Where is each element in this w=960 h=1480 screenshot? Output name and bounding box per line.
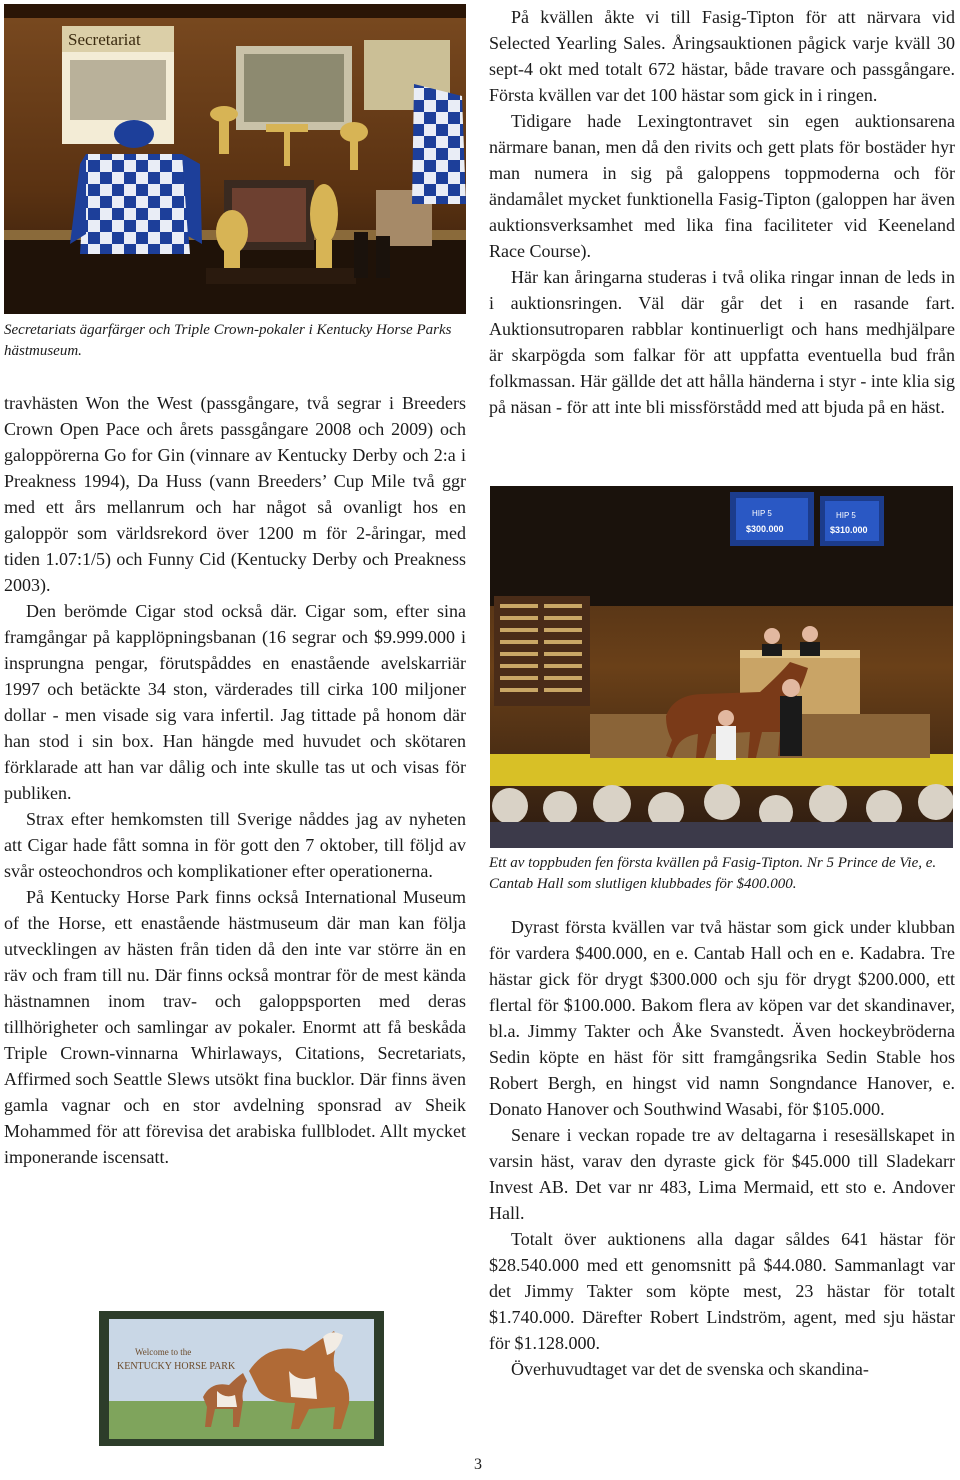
right-paragraph-4: Dyrast första kvällen var två hästar som gick under klubban för vardera $400.000, en e. Cantab Hall och en e. Kadabra. Tre hästar gick för drygt $300.000 och sju för drygt $200.000, ett flertal för $100.000. Bakom flera av köpen var det skandinaver, bl.a. Jimmy Takter och Åke Svanstedt. Även hockeybröderna Sedin köpte en häst för sitt framgångsrika Sedin Stable hos Robert Bergh, en hingst vid namn Songndance Hanover, e. Donato Hanover och Southwind Wasabi, för $105.000.	[489, 917, 955, 1119]
horse-park-sign-line1: Welcome to the	[135, 1347, 192, 1357]
secretariat-sign-text: Secretariat	[68, 30, 141, 49]
scoreboard-left-line2: $300.000	[746, 524, 784, 534]
right-paragraph-1: På kvällen åkte vi till Fasig-Tipton för att närvara vid Selected Yearling Sales. Åringsauktionen pågick varje kväll 30 sept-4 okt med totalt 672 hästar, både travare och passgångare. Första kvällen var det 100 hästar som gick in i ringen.	[489, 7, 955, 105]
left-text-column	[4, 390, 466, 1170]
page-number: 3	[474, 1456, 482, 1473]
auction-ring-image	[490, 486, 953, 848]
right-paragraph-3: Här kan åringarna studeras i två olika ringar innan de leds in i auktionsringen. Väl där går det i en rasande fart. Auktionsutroparen rabblar kontinuerligt och hans medhjälpare är skarpögda som falkar för att uppfatta eventuella bud från folkmassan. Här gällde det att hålla händerna i styr - inte klia sig på näsan - för att inte bli missförstådd med att bjuda på en häst.	[489, 267, 955, 417]
kentucky-horse-park-photo	[99, 1311, 384, 1446]
secretariat-museum-photo	[4, 4, 466, 314]
caption-auction: Ett av toppbuden fen första kvällen på Fasig-Tipton. Nr 5 Prince de Vie, e. Cantab Hall som slutligen klubbades för $400.000.	[489, 855, 937, 892]
secretariat-museum-image	[4, 4, 466, 314]
horse-park-sign-line2: KENTUCKY HORSE PARK	[117, 1361, 236, 1372]
caption-secretariat: Secretariats ägarfärger och Triple Crown-pokaler i Kentucky Horse Parks hästmuseum.	[4, 322, 452, 359]
left-paragraph-3: Strax efter hemkomsten till Sverige nåddes jag av nyheten att Cigar hade fått somna in för gott den 7 oktober, till följd av svår osteochondros och komplikationer efter operationerna.	[4, 809, 466, 881]
left-paragraph-4: På Kentucky Horse Park finns också International Museum of the Horse, ett enastående hästmuseum där man kan följa utvecklingen av hästen från tiden då den inte var större än en räv och fram till nu. Där finns också montrar för de mest kända hästnamnen inom trav- och galoppsporten med deras tillhörigheter och samlingar av pokaler. Enormt att få beskåda Triple Crown-vinnarna Whirlaways, Citations, Secretariats, Affirmed soch Seattle Slews utsökt fina bucklor. Där finns även gamla vagnar och en stor avdelning sponsrad av Sheik Mohammed för att förevisa det arabiska fullblodet. Allt mycket imponerande iscensatt.	[4, 887, 466, 1167]
right-text-column-top	[489, 4, 955, 420]
right-text-column-bottom	[489, 914, 955, 1382]
left-paragraph-1: travhästen Won the West (passgångare, två segrar i Breeders Crown Open Pace och årets passgångare 2008 och 2009) och galoppörerna Go for Gin (vinnare av Kentucky Derby och 2:a i Preakness 1994), Da Huss (vann Breeders’ Cup Mile två ggr med ett års mellanrum och har något så ovanligt hos en galoppör som världsrekord över 1200 m för 2-åringar, med tiden 1.07:1/5) och Funny Cid (Kentucky Derby och Preakness 2003).	[4, 393, 466, 595]
right-paragraph-5: Senare i veckan ropade tre av deltagarna i resesällskapet in varsin häst, varav den dyraste gick för $45.000 till Sladekarr Invest AB. Det var nr 483, Lima Mermaid, ett sto e. Andover Hall.	[489, 1125, 955, 1223]
scoreboard-right-line2: $310.000	[830, 525, 868, 535]
scoreboard-right-line1: HIP 5	[836, 511, 856, 520]
scoreboard-left-line1: HIP 5	[752, 509, 772, 518]
right-paragraph-7: Överhuvudtaget var det de svenska och skandina-	[511, 1359, 869, 1379]
horse-park-sign-image	[99, 1311, 384, 1446]
left-paragraph-2: Den berömde Cigar stod också där. Cigar som, efter sina framgångar på kapplöpningsbanan (16 segrar och $9.999.000 i insprungna pengar, förutspåddes en enastående avelskarriär 1997 och betäckte 34 ston, värderades till cirka 100 miljoner dollar - men visade sig vara infertil. Jag tittade på honom där han stod i sin box. Han hängde med huvudet och skötaren förklarade att han var dålig och inte skulle tas ut och visas för publiken.	[4, 601, 466, 803]
right-paragraph-6: Totalt över auktionens alla dagar såldes 641 hästar för $28.540.000 med ett genomsnitt på $44.080. Sammanlagt var det Jimmy Takter som köpte mest, 23 hästar för totalt $1.740.000. Därefter Robert Lindström, agent, med sju hästar för $1.128.000.	[489, 1229, 955, 1353]
auction-ring-photo	[490, 486, 953, 848]
right-paragraph-2: Tidigare hade Lexingtontravet sin egen auktionsarena närmare banan, men då den rivits och gett plats för bostäder hyr man numera in sig på galoppens toppmoderna och för ändamålet mycket funktionella Fasig-Tipton (galoppen har även auktionsverksamhet med lika fina faciliteter vid Keeneland Race Course).	[489, 111, 955, 261]
